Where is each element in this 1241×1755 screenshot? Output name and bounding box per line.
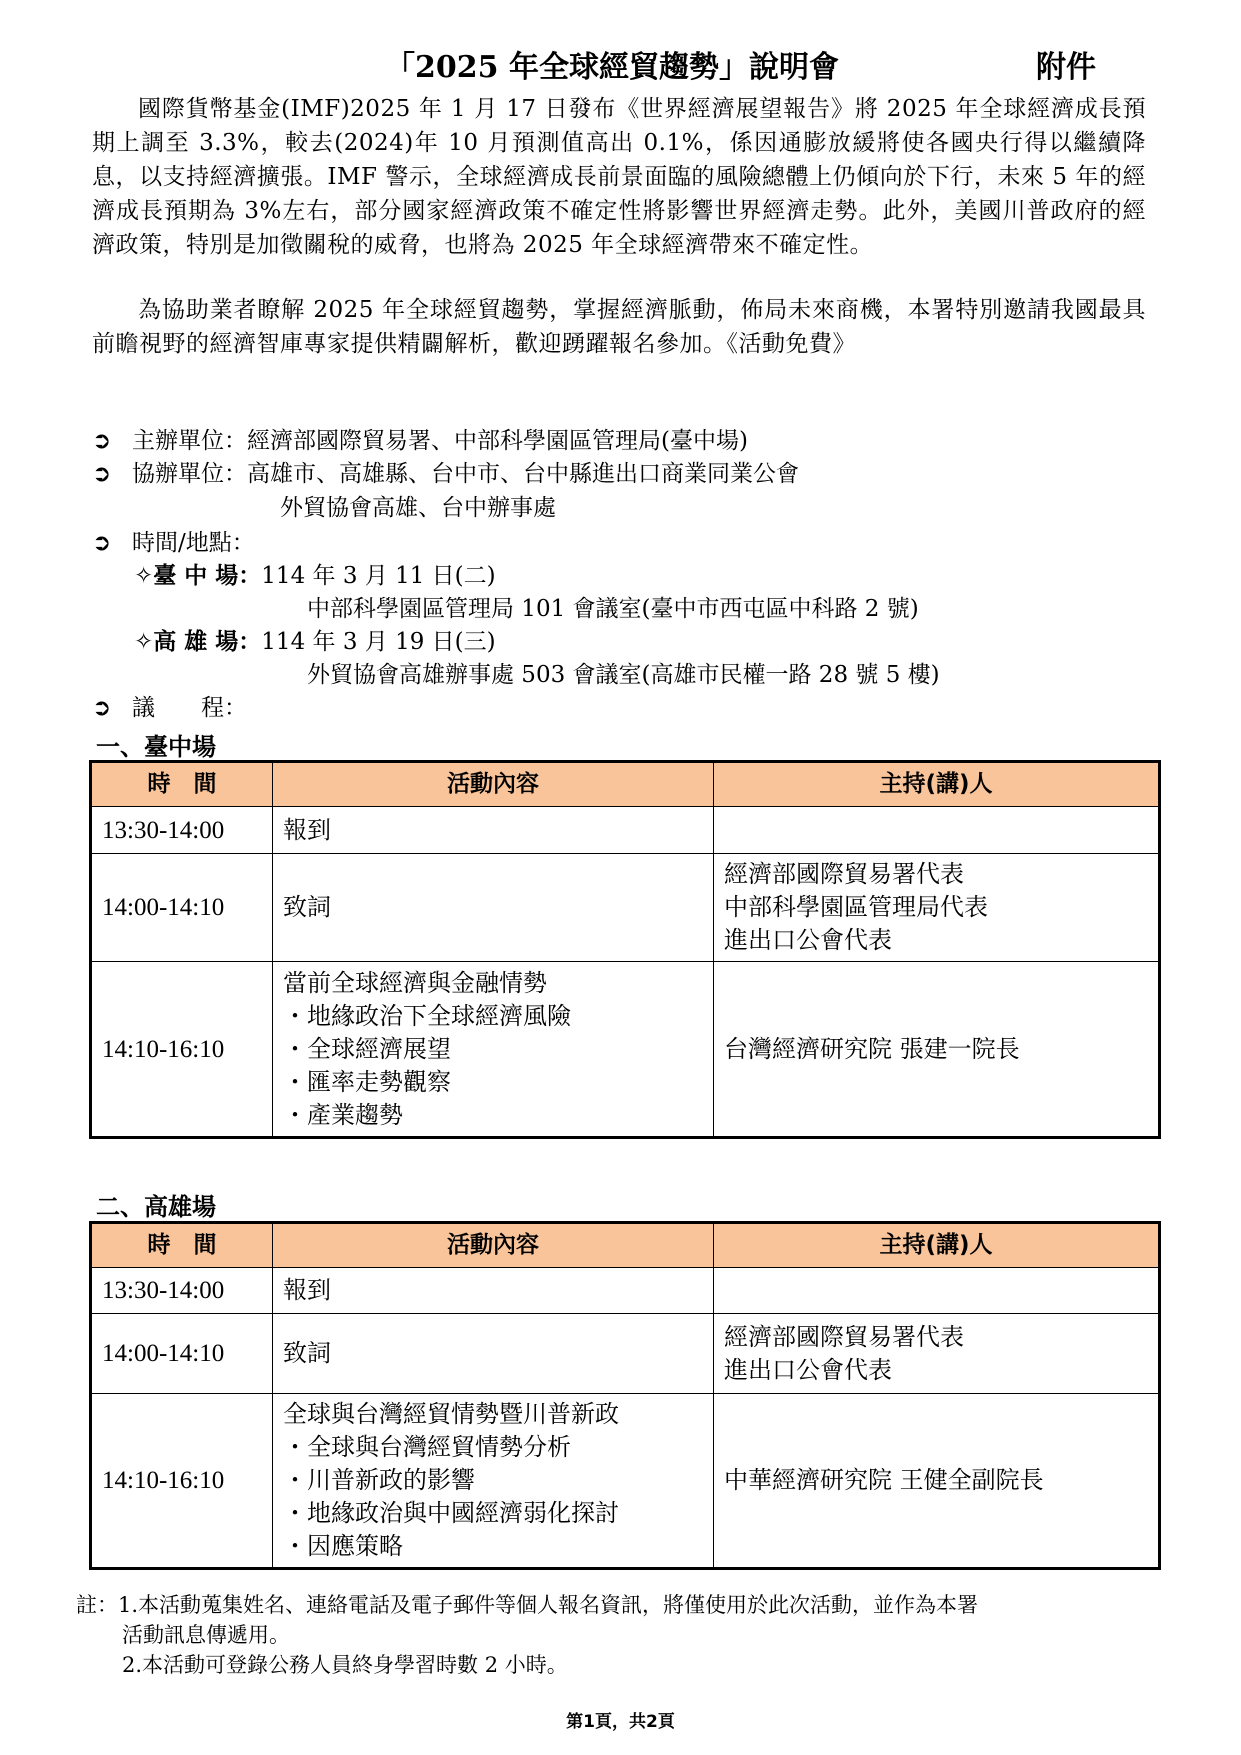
- time-cell: 13:30-14:00: [91, 807, 273, 854]
- star-bullet-icon: ✧: [134, 629, 154, 655]
- organizer-label: 主辦單位：: [132, 428, 247, 454]
- content-line: ・川普新政的影響: [283, 1466, 475, 1494]
- host-line: 經濟部國際貿易署代表: [724, 1322, 964, 1351]
- note-1: 註：1.本活動蒐集姓名、連絡電話及電子郵件等個人報名資訊，將僅使用於此次活動，並作為本署: [76, 1593, 979, 1617]
- taichung-place: 中部科學園區管理局 101 會議室(臺中市西屯區中科路 2 號): [307, 596, 919, 622]
- attachment-label: 附件: [1036, 50, 1096, 85]
- content-line: 致詞: [283, 1339, 331, 1367]
- table-row: [91, 962, 1160, 1138]
- content-line: ・全球經濟展望: [283, 1034, 451, 1063]
- content-cell: [273, 962, 714, 1138]
- host-line: 經濟部國際貿易署代表: [724, 860, 964, 888]
- host-cell: [714, 807, 1160, 854]
- taichung-place-line: [307, 593, 919, 625]
- coorganizer-line-2: [280, 492, 556, 524]
- content-line: 當前全球經濟與金融情勢: [283, 968, 547, 997]
- header-content: 活動內容: [273, 762, 714, 807]
- content-line: 報到: [283, 815, 331, 844]
- host-cell: [714, 854, 1160, 962]
- content-line: ・匯率走勢觀察: [283, 1067, 451, 1096]
- host-line: 進出口公會代表: [724, 926, 892, 954]
- coorganizer-value-2: 外貿協會高雄、台中辦事處: [280, 495, 556, 521]
- coorganizer-line: [92, 458, 799, 490]
- taichung-agenda-table: [89, 760, 1161, 1139]
- note-2: 2.本活動可登錄公務人員終身學習時數 2 小時。: [122, 1653, 568, 1677]
- content-line: ・因應策略: [283, 1532, 403, 1560]
- header-time: 時 間: [91, 762, 273, 807]
- table-row: [91, 854, 1160, 962]
- taichung-label: 臺 中 場：: [153, 562, 262, 589]
- time-cell: 14:10-16:10: [91, 962, 273, 1138]
- content-line: 致詞: [283, 893, 331, 921]
- page-title: 「2025 年全球經貿趨勢」說明會: [385, 50, 839, 85]
- notes: [76, 1590, 1156, 1680]
- taichung-date: 114 年 3 月 11 日(二): [261, 563, 496, 589]
- organizer-value: 經濟部國際貿易署、中部科學園區管理局(臺中場): [247, 428, 748, 454]
- kaohsiung-label: 高 雄 場：: [153, 628, 262, 655]
- header-content: 活動內容: [273, 1223, 714, 1268]
- content-line: ・地緣政治與中國經濟弱化探討: [283, 1499, 619, 1527]
- time-cell: 13:30-14:00: [91, 1268, 273, 1314]
- arrow-bullet-icon: ➲: [92, 695, 112, 721]
- coorganizer-label: 協辦單位：: [132, 461, 247, 487]
- content-line: ・產業趨勢: [283, 1100, 403, 1129]
- agenda-line: [92, 692, 247, 724]
- table-row: [91, 807, 1160, 854]
- time-cell: 14:10-16:10: [91, 1394, 273, 1569]
- host-line: 中華經濟研究院 王健全副院長: [724, 1466, 1044, 1494]
- intro-paragraph-1: 國際貨幣基金(IMF)2025 年 1 月 17 日發布《世界經濟展望報告》將 2025 年全球經濟成長預期上調至 3.3%，較去(2024)年 10 月預測值高出 0.1%，係因通膨放緩將使各國央行得以繼續降息，以支持經濟擴張。IMF 警示，全球經濟成長前景面臨的風險總體上仍傾向於下行，未來 5 年的經濟成長預期為 3%左右，部分國家經濟政策不確定性將影響世界經濟走勢。此外，美國川普政府的經濟政策，特別是加徵關稅的威脅，也將為 2025 年全球經濟帶來不確定性。: [92, 96, 1146, 258]
- content-line: 報到: [283, 1276, 331, 1304]
- time-cell: 14:00-14:10: [91, 854, 273, 962]
- content-line: ・全球與台灣經貿情勢分析: [283, 1433, 571, 1461]
- content-cell: [273, 1268, 714, 1314]
- kaohsiung-venue-line: [134, 626, 496, 658]
- content-line: 全球與台灣經貿情勢暨川普新政: [283, 1400, 619, 1428]
- arrow-bullet-icon: ➲: [92, 530, 112, 556]
- host-cell: [714, 962, 1160, 1138]
- header-host: 主持(講)人: [714, 762, 1160, 807]
- star-bullet-icon: ✧: [134, 563, 154, 589]
- coorganizer-value-1: 高雄市、高雄縣、台中市、台中縣進出口商業同業公會: [247, 461, 799, 487]
- host-line: 中部科學園區管理局代表: [724, 893, 988, 921]
- intro-paragraph-2: 為協助業者瞭解 2025 年全球經貿趨勢，掌握經濟脈動，佈局未來商機，本署特別邀請我國最具前瞻視野的經濟智庫專家提供精闢解析，歡迎踴躍報名參加。《活動免費》: [92, 297, 1146, 357]
- table-row: [91, 1394, 1160, 1569]
- taichung-venue-line: [134, 560, 496, 592]
- host-cell: [714, 1314, 1160, 1394]
- table-row: [91, 1268, 1160, 1314]
- kaohsiung-agenda-table: [89, 1221, 1161, 1570]
- taichung-section-heading: 一、臺中場: [96, 732, 216, 761]
- header-time: 時 間: [91, 1223, 273, 1268]
- time-place-label: 時間/地點：: [132, 530, 255, 556]
- host-cell: [714, 1268, 1160, 1314]
- table-row: [91, 1314, 1160, 1394]
- kaohsiung-section-heading: 二、高雄場: [96, 1192, 216, 1221]
- content-cell: [273, 807, 714, 854]
- kaohsiung-place-line: [307, 659, 940, 691]
- kaohsiung-place: 外貿協會高雄辦事處 503 會議室(高雄市民權一路 28 號 5 樓): [307, 662, 940, 688]
- host-line: 進出口公會代表: [724, 1355, 892, 1384]
- agenda-label: 議 程：: [132, 695, 247, 721]
- arrow-bullet-icon: ➲: [92, 461, 112, 487]
- kaohsiung-date: 114 年 3 月 19 日(三): [261, 629, 496, 655]
- note-1-continued: 活動訊息傳遞用。: [122, 1623, 290, 1647]
- time-cell: 14:00-14:10: [91, 1314, 273, 1394]
- content-cell: [273, 1314, 714, 1394]
- host-line: 台灣經濟研究院 張建一院長: [724, 1034, 1020, 1063]
- header-host: 主持(講)人: [714, 1223, 1160, 1268]
- content-cell: [273, 1394, 714, 1569]
- content-cell: [273, 854, 714, 962]
- organizer-line: [92, 425, 748, 457]
- host-cell: [714, 1394, 1160, 1569]
- content-line: ・地緣政治下全球經濟風險: [283, 1001, 571, 1030]
- arrow-bullet-icon: ➲: [92, 428, 112, 454]
- time-place-line: [92, 527, 255, 559]
- page-number: 第1頁，共2頁: [566, 1712, 675, 1732]
